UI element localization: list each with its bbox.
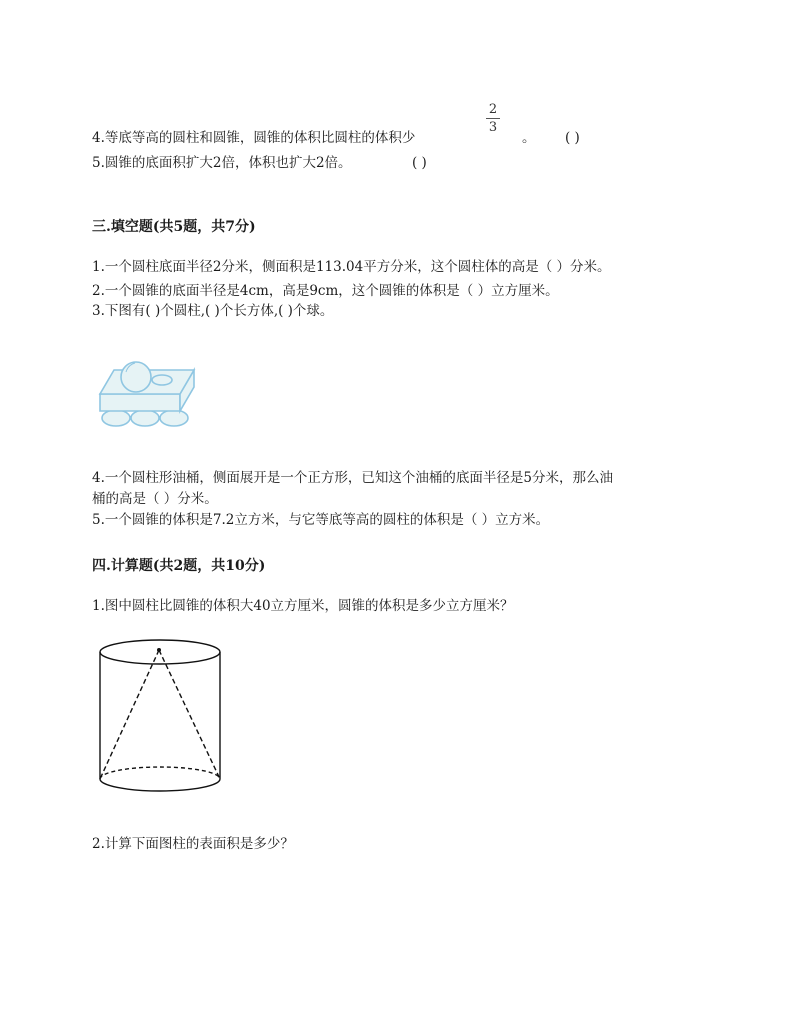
section-title-fill-blank: 三.填空题(共5题，共7分) xyxy=(92,219,256,235)
judge-q4 xyxy=(92,129,415,147)
judge-q4-text: 4.等底等高的圆柱和圆锥，圆锥的体积比圆柱的体积少 xyxy=(92,130,416,146)
fraction-bar xyxy=(486,118,500,119)
cone-right-edge xyxy=(159,650,220,779)
cylinder-bottom-front xyxy=(100,779,220,791)
judge-q5: 5.圆锥的底面积扩大2倍，体积也扩大2倍。 xyxy=(92,155,352,171)
section-title-calculation: 四.计算题(共2题，共10分) xyxy=(92,558,266,574)
fraction-denominator: 3 xyxy=(488,120,498,135)
cylinder-bottom-back xyxy=(100,767,220,779)
judge-q4-end: 。 xyxy=(522,130,536,146)
judge-q4-answer-paren: ( ) xyxy=(565,130,580,146)
shapes-illustration xyxy=(96,360,206,432)
fill-q4-line1: 4.一个圆柱形油桶，侧面展开是一个正方形，已知这个油桶的底面半径是5分米，那么油 xyxy=(92,470,613,486)
judge-q5-answer-paren: ( ) xyxy=(412,155,427,171)
wheel-right xyxy=(160,410,188,426)
fill-q4-line2: 桶的高是（ ）分米。 xyxy=(92,491,218,507)
cylinder-cone-diagram xyxy=(95,636,225,806)
fill-q5: 5.一个圆锥的体积是7.2立方米，与它等底等高的圆柱的体积是（ ）立方米。 xyxy=(92,512,550,528)
wheel-middle xyxy=(131,410,159,426)
wheel-left xyxy=(102,410,130,426)
fill-q1: 1.一个圆柱底面半径2分米，侧面积是113.04平方分米，这个圆柱体的高是（ ）分米。 xyxy=(92,259,611,275)
fraction-two-thirds xyxy=(486,102,500,135)
calc-q1: 1.图中圆柱比圆锥的体积大40立方厘米，圆锥的体积是多少立方厘米？ xyxy=(92,598,514,614)
cylinder-on-slab xyxy=(152,375,172,385)
cone-left-edge xyxy=(100,650,159,779)
cone-apex-dot xyxy=(157,648,161,652)
fill-q3: 3.下图有( )个圆柱,( )个长方体,( )个球。 xyxy=(92,303,334,319)
ball-on-slab xyxy=(121,362,151,392)
fraction-numerator: 2 xyxy=(488,102,498,117)
slab-front-face xyxy=(100,394,180,411)
fill-q2: 2.一个圆锥的底面半径是4cm，高是9cm，这个圆锥的体积是（ ）立方厘米。 xyxy=(92,283,559,299)
calc-q2: 2.计算下面图柱的表面积是多少？ xyxy=(92,836,294,852)
